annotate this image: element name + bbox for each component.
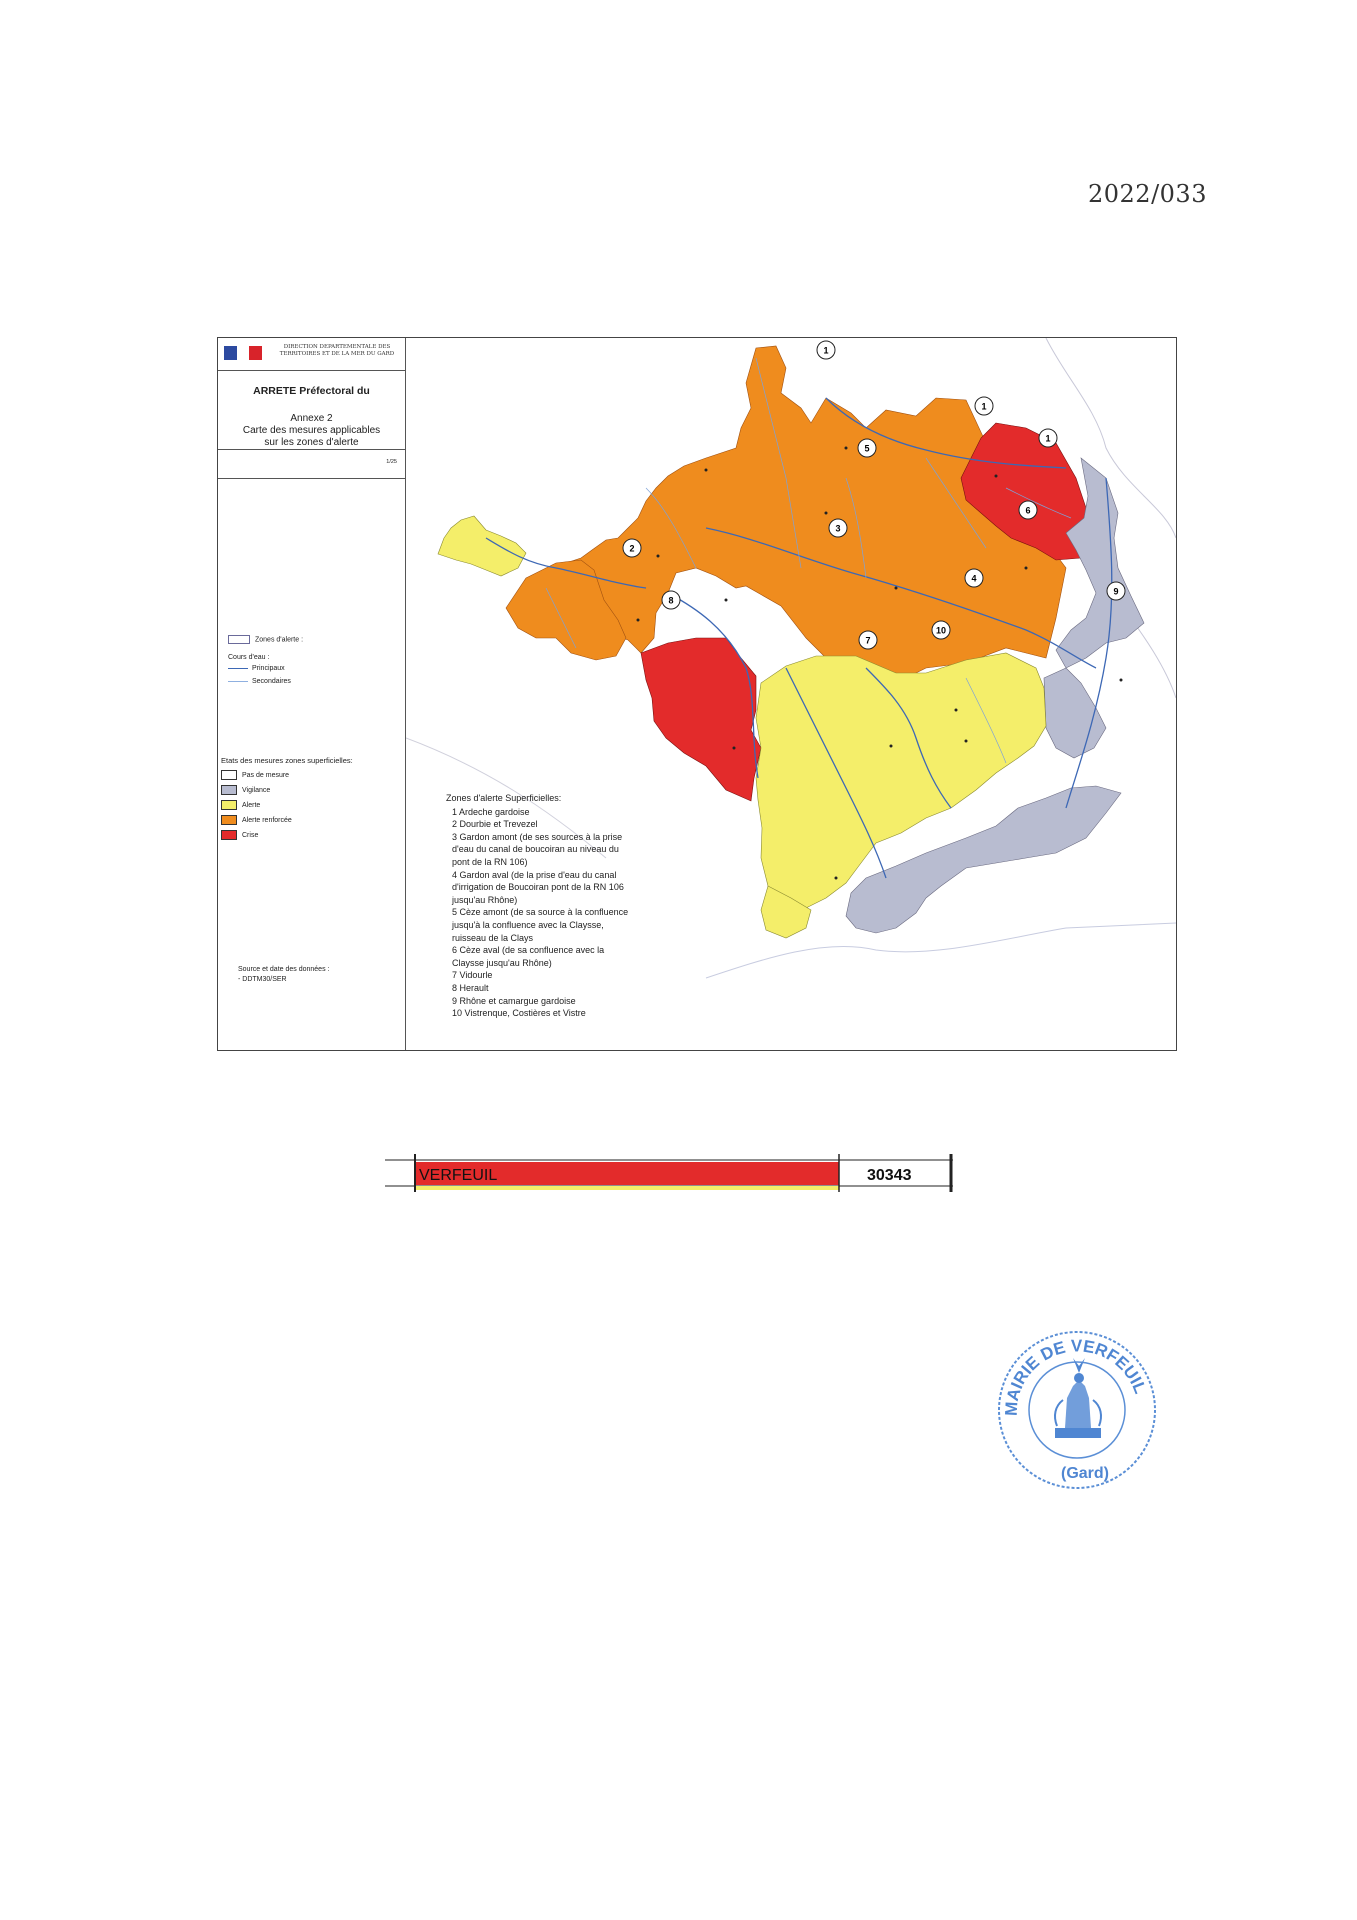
zone-list-item: 6 Cèze aval (de sa confluence avec la Claysse jusqu'au Rhône) bbox=[452, 945, 605, 968]
administration-name: DIRECTION DEPARTEMENTALE DES TERRITOIRES ET DE LA MER DU GARD bbox=[279, 344, 395, 357]
annex-map-frame bbox=[217, 337, 1177, 1051]
zone-marker-label: 7 bbox=[865, 635, 871, 646]
next-row-sliver bbox=[415, 1186, 839, 1190]
stamp-text-bottom: (Gard) bbox=[1061, 1465, 1109, 1482]
zone-9-rhone-banks bbox=[1044, 668, 1106, 758]
zone-list-item: 7 Vidourle bbox=[452, 970, 493, 981]
zone-list-title: Zones d'alerte Superficielles: bbox=[446, 793, 562, 803]
zone-marker-label: 2 bbox=[629, 543, 635, 554]
zone-list-item: 9 Rhône et camargue gardoise bbox=[452, 995, 576, 1006]
legend-state-alerte: Alerte bbox=[221, 800, 260, 810]
swatch-alerte bbox=[221, 800, 237, 810]
scale-note: 1/25 bbox=[386, 459, 397, 465]
page-number: 2022/033 bbox=[1088, 180, 1207, 208]
legend-state-alerte-renforcee: Alerte renforcée bbox=[221, 815, 292, 825]
zone-marker-label: 1 bbox=[1045, 433, 1051, 444]
main-river-line bbox=[228, 668, 248, 669]
swatch-vigilance bbox=[221, 785, 237, 795]
legend-river-secondary: Secondaires bbox=[228, 678, 291, 685]
zone-list-item: 5 Cèze amont (de sa source à la confluence jusqu'à la confluence avec la Claysse, ruisseau de la Clays bbox=[452, 907, 629, 943]
mairie-stamp bbox=[995, 1328, 1160, 1493]
republic-logo bbox=[224, 346, 262, 360]
legend-title-block bbox=[218, 371, 405, 450]
zone-list-item: 4 Gardon aval (de la prise d'eau du canal d'irrigation de Boucoiran pont de la RN 106 jusqu'au Rhône) bbox=[452, 869, 624, 905]
zone-list bbox=[446, 792, 636, 1020]
commune-name: VERFEUIL bbox=[419, 1167, 498, 1184]
marianne-emblem bbox=[1055, 1358, 1101, 1438]
annex-subtitle-1: Annexe 2 bbox=[290, 413, 333, 424]
legend-rivers-title: Cours d'eau : bbox=[228, 654, 270, 661]
legend-panel bbox=[218, 338, 406, 1050]
legend-header bbox=[218, 338, 405, 371]
zone-list-item: 8 Herault bbox=[452, 982, 489, 993]
map-area bbox=[406, 338, 1176, 1050]
legend-zones: Zones d'alerte : bbox=[228, 635, 303, 644]
zone-list-item: 2 Dourbie et Trevezel bbox=[452, 819, 538, 830]
commune-table-strip bbox=[385, 1152, 959, 1200]
stamp-text-top: MAIRIE DE VERFEUIL bbox=[1001, 1336, 1150, 1417]
legend-river-main: Principaux bbox=[228, 665, 285, 672]
annex-subtitle-2: Carte des mesures applicables bbox=[242, 425, 381, 436]
legend-state-none: Pas de mesure bbox=[221, 770, 289, 780]
source-value: - DDTM30/SER bbox=[238, 976, 287, 983]
zone-marker-label: 10 bbox=[935, 625, 947, 636]
zone-list-item: 3 Gardon amont (de ses sources à la prise d'eau du canal de boucoiran au niveau du pont de la RN 106) bbox=[452, 831, 623, 867]
legend-state-vigilance: Vigilance bbox=[221, 785, 270, 795]
secondary-river-line bbox=[228, 681, 248, 682]
swatch-alerte-renforcee bbox=[221, 815, 237, 825]
scale-row bbox=[218, 450, 405, 479]
zone-marker-label: 6 bbox=[1025, 505, 1031, 516]
zone-list-item: 10 Vistrenque, Costières et Vistre bbox=[452, 1008, 586, 1019]
zone-marker-label: 5 bbox=[864, 443, 870, 454]
legend-state-crise: Crise bbox=[221, 830, 258, 840]
zone-marker-label: 3 bbox=[835, 523, 841, 534]
swatch-crise bbox=[221, 830, 237, 840]
zone-marker-label: 4 bbox=[971, 573, 977, 584]
zone-marker-label: 9 bbox=[1113, 586, 1119, 597]
annex-subtitle-3: sur les zones d'alerte bbox=[264, 437, 359, 448]
zone-list-item: 1 Ardeche gardoise bbox=[452, 806, 530, 817]
swatch-none bbox=[221, 770, 237, 780]
zone-marker-label: 1 bbox=[823, 345, 829, 356]
zone-marker-label: 1 bbox=[981, 401, 987, 412]
zone-outline-swatch bbox=[228, 635, 250, 644]
commune-insee-code: 30343 bbox=[867, 1167, 912, 1184]
legend-states-title: Etats des mesures zones superficielles: bbox=[221, 756, 353, 765]
arrete-title: ARRETE Préfectoral du bbox=[253, 385, 370, 397]
source-title: Source et date des données : bbox=[238, 966, 330, 973]
zone-marker-label: 8 bbox=[668, 595, 674, 606]
zone-2-dourbie bbox=[438, 516, 526, 576]
